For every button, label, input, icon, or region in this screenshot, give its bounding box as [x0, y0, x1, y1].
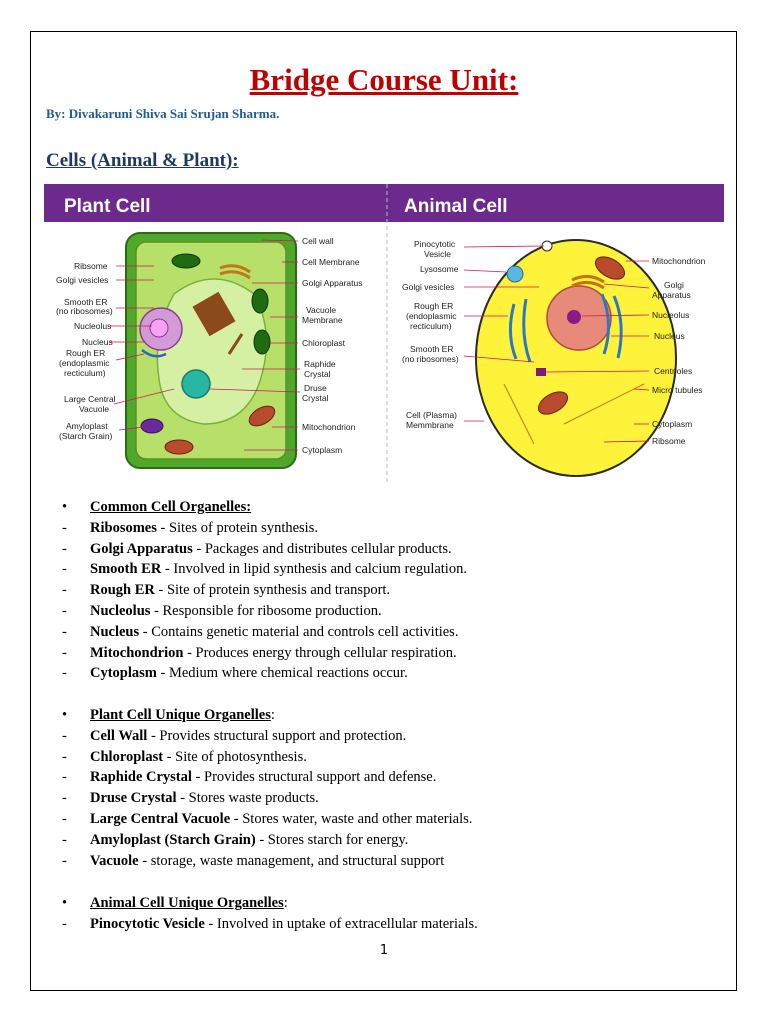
- organelle-description: - Contains genetic material and controls cell activities.: [139, 623, 459, 640]
- svg-text:Membrane: Membrane: [302, 315, 343, 325]
- dash: -: [62, 540, 67, 557]
- organelle-description: - Medium where chemical reactions occur.: [156, 665, 408, 682]
- svg-text:Vacuole: Vacuole: [306, 305, 337, 315]
- svg-text:Golgi vesicles: Golgi vesicles: [56, 275, 109, 285]
- svg-text:(Starch Grain): (Starch Grain): [59, 431, 113, 441]
- organelle-term: Cytoplasm: [90, 665, 157, 682]
- organelle-term: Nucleus: [90, 623, 140, 640]
- dash: -: [62, 852, 67, 869]
- dash: -: [62, 561, 67, 578]
- dash: -: [62, 727, 67, 744]
- organelle-term: Amyloplast (Starch Grain): [90, 831, 256, 848]
- organelle-description: - Stores starch for energy.: [255, 831, 409, 848]
- plant-right-labels: [302, 236, 362, 455]
- organelle-term: Druse Crystal: [90, 790, 177, 807]
- organelle-term: Ribosomes: [90, 519, 157, 536]
- dash: -: [62, 582, 67, 599]
- svg-text:Cell (Plasma): Cell (Plasma): [406, 410, 458, 420]
- svg-text:Crystal: Crystal: [302, 393, 329, 403]
- svg-text:recticulum): recticulum): [64, 368, 106, 378]
- animal-left-labels: [402, 239, 459, 430]
- svg-text:Cell Membrane: Cell Membrane: [302, 257, 360, 267]
- svg-text:(endoplasmic: (endoplasmic: [59, 358, 110, 368]
- bullet: •: [62, 895, 68, 911]
- dash: -: [62, 915, 67, 932]
- page-number: 1: [379, 943, 389, 958]
- organelle-description: - Stores water, waste and other materials.: [230, 810, 473, 827]
- organelle-term: Vacuole: [90, 852, 139, 869]
- svg-text:Chloroplast: Chloroplast: [302, 338, 345, 348]
- svg-text:Nucleus: Nucleus: [82, 337, 113, 347]
- author-line: By: Divakaruni Shiva Sai Srujan Sharma.: [46, 106, 280, 121]
- svg-text:Golgi: Golgi: [664, 280, 684, 290]
- organelle-term: Smooth ER: [90, 561, 162, 578]
- organelle-description: - Involved in uptake of extracellular materials.: [204, 915, 478, 932]
- organelle-description: - Sites of protein synthesis.: [156, 519, 318, 536]
- svg-text:recticulum): recticulum): [410, 321, 452, 331]
- svg-text:Ribsome: Ribsome: [74, 261, 108, 271]
- heading-colon: :: [270, 707, 275, 723]
- svg-text:Ribsome: Ribsome: [652, 436, 686, 446]
- svg-text:Cytoplasm: Cytoplasm: [302, 445, 343, 455]
- svg-text:Pinocytotic: Pinocytotic: [414, 239, 456, 249]
- dash: -: [62, 602, 67, 619]
- organelle-term: Chloroplast: [90, 748, 164, 765]
- svg-text:Cell wall: Cell wall: [302, 236, 334, 246]
- bullet: •: [62, 707, 68, 723]
- cell-diagram: [44, 184, 724, 484]
- section-title: Cells (Animal & Plant):: [46, 150, 239, 171]
- bullet: •: [62, 499, 68, 515]
- svg-text:Vesicle: Vesicle: [424, 249, 451, 259]
- svg-text:Raphide: Raphide: [304, 359, 336, 369]
- svg-text:Golgi Apparatus: Golgi Apparatus: [302, 278, 363, 288]
- common-organelles-heading: Common Cell Organelles:: [90, 499, 252, 515]
- dash: -: [62, 623, 67, 640]
- dash: -: [62, 519, 67, 536]
- svg-text:Amyloplast: Amyloplast: [66, 421, 108, 431]
- organelle-description: - Site of photosynthesis.: [163, 748, 307, 765]
- dash: -: [62, 665, 67, 682]
- organelle-term: Nucleolus: [90, 602, 151, 619]
- svg-text:Rough ER: Rough ER: [414, 301, 454, 311]
- svg-text:Nucleolus: Nucleolus: [652, 310, 690, 320]
- svg-text:(no ribosomes): (no ribosomes): [402, 354, 459, 364]
- animal-cell-drawing: [476, 240, 676, 476]
- svg-text:Nucleolus: Nucleolus: [74, 321, 112, 331]
- svg-text:Druse: Druse: [304, 383, 327, 393]
- organelle-term: Raphide Crystal: [90, 769, 192, 786]
- svg-text:Crystal: Crystal: [304, 369, 331, 379]
- animal-cell-header: Animal Cell: [404, 196, 508, 217]
- svg-text:Cytoplasm: Cytoplasm: [652, 419, 693, 429]
- organelle-description: - Provides structural support and defense.: [191, 769, 437, 786]
- dash: -: [62, 748, 67, 765]
- organelle-description: - Responsible for ribosome production.: [150, 602, 382, 619]
- svg-text:Apparatus: Apparatus: [652, 290, 691, 300]
- svg-text:Mitochondrion: Mitochondrion: [302, 422, 356, 432]
- dash: -: [62, 810, 67, 827]
- dash: -: [62, 769, 67, 786]
- dash: -: [62, 644, 67, 661]
- organelle-term: Mitochondrion: [90, 644, 184, 661]
- organelle-description: - Involved in lipid synthesis and calcium regulation.: [161, 561, 467, 578]
- svg-text:Lysosome: Lysosome: [420, 264, 459, 274]
- svg-text:Rough ER: Rough ER: [66, 348, 106, 358]
- svg-text:Large Central: Large Central: [64, 394, 116, 404]
- svg-text:(no ribosomes): (no ribosomes): [56, 306, 113, 316]
- svg-text:Golgi vesicles: Golgi vesicles: [402, 282, 455, 292]
- page-title: Bridge Course Unit:: [249, 62, 519, 97]
- organelle-description: - Produces energy through cellular respiration.: [183, 644, 457, 661]
- svg-text:Smooth ER: Smooth ER: [64, 297, 108, 307]
- svg-text:Vacuole: Vacuole: [79, 404, 110, 414]
- organelle-term: Golgi Apparatus: [90, 540, 193, 557]
- dash: -: [62, 831, 67, 848]
- organelle-description: - Provides structural support and protection.: [147, 727, 407, 744]
- svg-text:Mitochondrion: Mitochondrion: [652, 256, 706, 266]
- plant-cell-drawing: [126, 233, 296, 468]
- dash: -: [62, 790, 67, 807]
- plant-left-labels: [56, 261, 116, 441]
- svg-text:Nucleus: Nucleus: [654, 331, 685, 341]
- organelle-description: - Packages and distributes cellular products.: [192, 540, 452, 557]
- organelle-term: Rough ER: [90, 582, 155, 599]
- organelle-term: Pinocytotic Vesicle: [90, 915, 205, 932]
- organelle-term: Large Central Vacuole: [90, 810, 231, 827]
- organelle-term: Cell Wall: [90, 727, 148, 744]
- plant-cell-header: Plant Cell: [64, 196, 151, 217]
- svg-text:Centrioles: Centrioles: [654, 366, 693, 376]
- heading-colon: :: [283, 895, 288, 911]
- svg-text:Memmbrane: Memmbrane: [406, 420, 454, 430]
- organelle-description: - Site of protein synthesis and transport.: [154, 582, 391, 599]
- animal-organelles-heading: Animal Cell Unique Organelles: [90, 895, 284, 911]
- svg-text:Smooth ER: Smooth ER: [410, 344, 454, 354]
- svg-text:Micro tubules: Micro tubules: [652, 385, 703, 395]
- svg-text:(endoplasmic: (endoplasmic: [406, 311, 457, 321]
- organelle-description: - storage, waste management, and structural support: [138, 852, 445, 869]
- organelle-description: - Stores waste products.: [176, 790, 319, 807]
- plant-organelles-heading: Plant Cell Unique Organelles: [90, 707, 271, 723]
